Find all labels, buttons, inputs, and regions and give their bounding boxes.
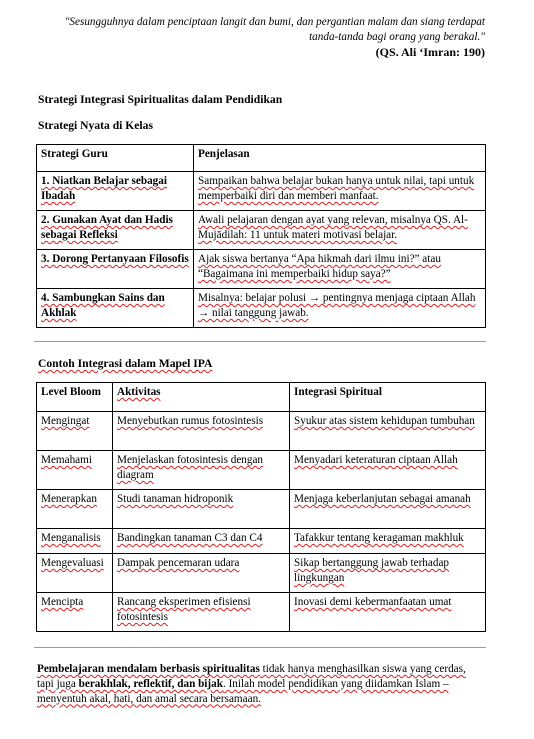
strategy-table bbox=[36, 144, 486, 328]
closing-lead: Pembelajaran mendalam berbasis spiritualitas bbox=[37, 663, 260, 675]
table-row bbox=[37, 289, 486, 328]
quote-block bbox=[45, 15, 485, 60]
bloom-table bbox=[36, 382, 486, 632]
strategy-name: 1. Niatkan Belajar sebagai Ibadah bbox=[37, 172, 194, 211]
bloom-level: Mencipta bbox=[37, 593, 113, 632]
table-row bbox=[37, 554, 486, 593]
table-row bbox=[37, 211, 486, 250]
spiritual-integration: Inovasi demi kebermanfaatan umat bbox=[290, 593, 486, 632]
col-header-strategi: Strategi Guru bbox=[37, 145, 194, 172]
activity: Menyebutkan rumus fotosintesis bbox=[113, 412, 290, 451]
table-row bbox=[37, 451, 486, 490]
bloom-level: Mengevaluasi bbox=[37, 554, 113, 593]
closing-bold: berakhlak, reflektif, dan bijak bbox=[78, 677, 223, 690]
strategy-desc: Sampaikan bahwa belajar bukan hanya untuk nilai, tapi untuk memperbaiki diri dan memberi manfaat. bbox=[194, 172, 486, 211]
spiritual-integration: Menyadari keteraturan ciptaan Allah bbox=[290, 451, 486, 490]
spiritual-integration: Sikap bertanggung jawab terhadap lingkungan bbox=[290, 554, 486, 593]
activity: Bandingkan tanaman C3 dan C4 bbox=[113, 529, 290, 554]
strategy-name: 2. Gunakan Ayat dan Hadis sebagai Refleksi bbox=[37, 211, 194, 250]
strategy-desc: Misalnya: belajar polusi → pentingnya menjaga ciptaan Allah → nilai tanggung jawab. bbox=[194, 289, 486, 328]
section-title-ipa: Contoh Integrasi dalam Mapel IPA bbox=[38, 357, 213, 370]
divider bbox=[34, 341, 486, 342]
table-row bbox=[37, 529, 486, 554]
activity: Studi tanaman hidroponik bbox=[113, 490, 290, 529]
strategy-table-header bbox=[37, 145, 486, 172]
bloom-level: Memahami bbox=[37, 451, 113, 490]
section-subtitle-kelas: Strategi Nyata di Kelas bbox=[38, 119, 153, 132]
spiritual-integration: Tafakkur tentang keragaman makhluk bbox=[290, 529, 486, 554]
table-row bbox=[37, 172, 486, 211]
table-row bbox=[37, 250, 486, 289]
table-row bbox=[37, 490, 486, 529]
closing-paragraph bbox=[37, 662, 485, 706]
activity: Rancang eksperimen efisiensi fotosintesis bbox=[113, 593, 290, 632]
quote-source: (QS. Ali ‘Imran: 190) bbox=[375, 44, 485, 59]
strategy-name: 3. Dorong Pertanyaan Filosofis bbox=[37, 250, 194, 289]
col-header-level: Level Bloom bbox=[37, 383, 113, 412]
table-row bbox=[37, 412, 486, 451]
activity: Dampak pencemaran udara bbox=[113, 554, 290, 593]
strategy-desc: Ajak siswa bertanya “Apa hikmah dari ilmu ini?” atau “Bagaimana ini memperbaiki hidup saya?” bbox=[194, 250, 486, 289]
table-row bbox=[37, 593, 486, 632]
closing-tail: menyentuh akal, hati, dan amal secara bersamaan. bbox=[37, 692, 261, 705]
strategy-name: 4. Sambungkan Sains dan Akhlak bbox=[37, 289, 194, 328]
bloom-level: Menganalisis bbox=[37, 529, 113, 554]
bloom-table-header bbox=[37, 383, 486, 412]
col-header-integrasi: Integrasi Spiritual bbox=[290, 383, 486, 412]
bloom-level: Mengingat bbox=[37, 412, 113, 451]
strategy-desc: Awali pelajaran dengan ayat yang relevan, misalnya QS. Al-Mujādilah: 11 untuk materi motivasi belajar. bbox=[194, 211, 486, 250]
spiritual-integration: Menjaga keberlanjutan sebagai amanah bbox=[290, 490, 486, 529]
divider bbox=[34, 647, 486, 648]
section-title-strategi: Strategi Integrasi Spiritualitas dalam Pendidikan bbox=[38, 93, 283, 106]
bloom-level: Menerapkan bbox=[37, 490, 113, 529]
spiritual-integration: Syukur atas sistem kehidupan tumbuhan bbox=[290, 412, 486, 451]
quote-text: "Sesungguhnya dalam penciptaan langit dan bumi, dan pergantian malam dan siang terdapat tanda-tanda bagi orang yang berakal." bbox=[64, 16, 485, 43]
closing-part2: . Inilah model pendidikan yang diidamkan Islam – bbox=[222, 677, 449, 690]
col-header-penjelasan: Penjelasan bbox=[194, 145, 486, 172]
closing-part1: tidak hanya menghasilkan siswa yang cerdas, tapi juga bbox=[37, 663, 466, 690]
activity: Menjelaskan fotosintesis dengan diagram bbox=[113, 451, 290, 490]
col-header-aktivitas: Aktivitas bbox=[113, 383, 290, 412]
